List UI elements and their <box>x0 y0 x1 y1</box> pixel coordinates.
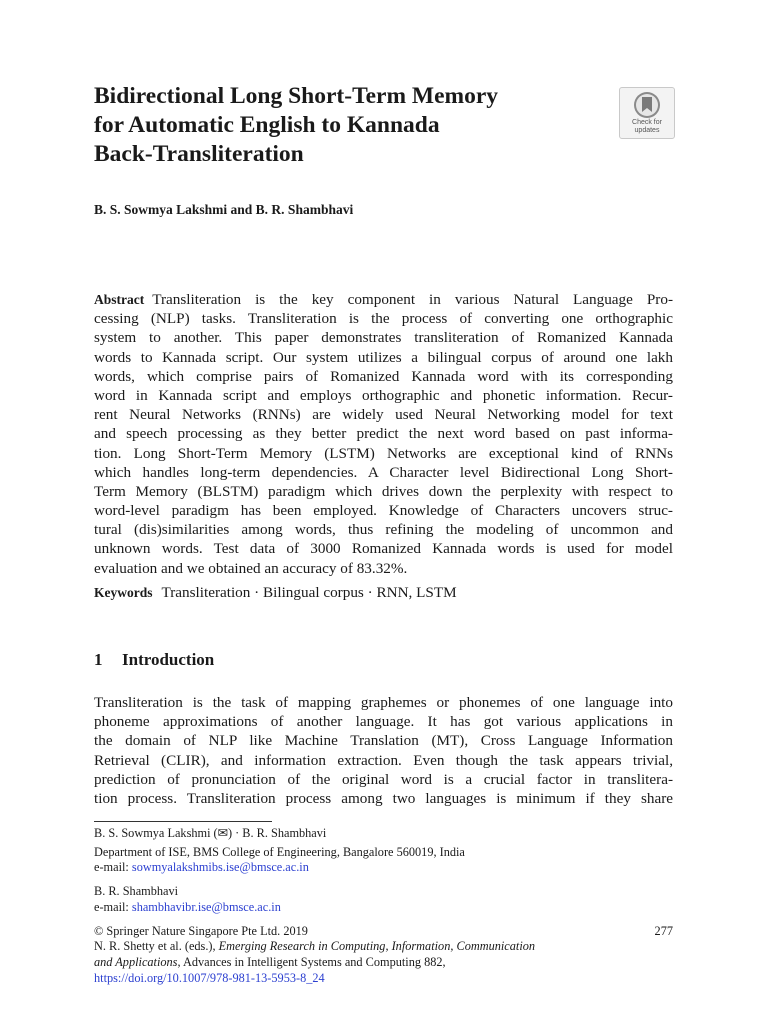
abstract-line: evaluation and we obtained an accuracy of 83.32%. <box>94 559 408 577</box>
footnote-email-1 <box>94 860 309 876</box>
section-heading <box>94 650 214 670</box>
bookmark-icon <box>632 91 662 119</box>
section-title: Introduction <box>122 650 215 669</box>
section-number: 1 <box>94 650 103 669</box>
keywords-text: Transliteration · Bilingual corpus · RNN, LSTM <box>161 584 457 601</box>
abstract-line: cessing (NLP) tasks. Transliteration is the process of converting one orthographic <box>94 310 673 328</box>
footnote-email-2 <box>94 900 281 916</box>
badge-text-1: Check for <box>632 119 662 126</box>
abstract-line: and speech processing as they better predict the next word based on past informa- <box>94 425 673 443</box>
book-title: Emerging Research in Computing, Information, Communication <box>218 939 536 953</box>
abstract-line: tural (dis)similarities among words, thus refining the modeling of uncommon and <box>94 521 673 539</box>
introduction-body <box>94 693 673 808</box>
book-title-continued: and Applications <box>94 955 178 969</box>
abstract <box>94 290 673 578</box>
email-link-1[interactable]: sowmyalakshmibs.ise@bmsce.ac.in <box>131 860 309 874</box>
intro-line: tion process. Transliteration process among two languages is minimum if they share <box>94 789 673 807</box>
footnote-authors: B. S. Sowmya Lakshmi (✉) · B. R. Shambhavi <box>94 826 327 840</box>
email-link-2[interactable]: shambhavibr.ise@bmsce.ac.in <box>131 900 281 914</box>
abstract-line <box>94 290 673 309</box>
doi-line <box>94 971 325 987</box>
intro-line: prediction of pronunciation of the original word is a crucial factor in translitera- <box>94 770 673 788</box>
abstract-line: system to another. This paper demonstrates transliteration of Romanized Kannada <box>94 329 673 347</box>
abstract-line: words, which comprise pairs of Romanized Kannada word with its corresponding <box>94 367 673 385</box>
footnote-rule <box>94 821 272 822</box>
copyright-line: © Springer Nature Singapore Pte Ltd. 2019 <box>94 924 308 938</box>
abstract-text: Transliteration is the key component in various Natural Language Pro- <box>152 291 673 308</box>
series: , Advances in Intelligent Systems and Computing 882, <box>177 955 446 969</box>
abstract-label: Abstract <box>94 292 145 307</box>
intro-line: the domain of NLP like Machine Translation (MT), Cross Language Information <box>94 732 673 750</box>
keywords <box>94 584 457 602</box>
intro-line: phoneme approximations of another language. It has got various applications in <box>94 713 673 731</box>
abstract-line: word in Kannada script and employs orthographic and phonetic information. Recur- <box>94 386 673 404</box>
editors: N. R. Shetty et al. (eds.), <box>94 939 219 953</box>
page-number: 277 <box>654 924 673 938</box>
email-label: e-mail: <box>94 860 132 874</box>
abstract-line: word-level paradigm has been employed. Knowledge of Characters uncovers struc- <box>94 502 673 520</box>
check-for-updates-badge[interactable] <box>619 87 675 139</box>
abstract-line: rent Neural Networks (RNNs) are widely used Neural Networking model for text <box>94 406 673 424</box>
abstract-line: tion. Long Short-Term Memory (LSTM) Networks are exceptional kind of RNNs <box>94 444 673 462</box>
title-line: for Automatic English to Kannada <box>94 112 440 138</box>
citation-line-2 <box>94 955 446 971</box>
abstract-line: which handles long-term dependencies. A Character level Bidirectional Long Short- <box>94 463 673 481</box>
intro-line: Retrieval (CLIR), and information extraction. Even though the task appears trivial, <box>94 751 673 769</box>
keywords-label: Keywords <box>94 585 153 600</box>
title-line: Bidirectional Long Short-Term Memory <box>94 83 499 109</box>
citation-line-1 <box>94 939 535 955</box>
intro-line: Transliteration is the task of mapping graphemes or phonemes of one language into <box>94 694 673 711</box>
footnote-author-2: B. R. Shambhavi <box>94 884 179 898</box>
abstract-line: Term Memory (BLSTM) paradigm which drives down the perplexity with respect to <box>94 482 673 500</box>
author-list: B. S. Sowmya Lakshmi and B. R. Shambhavi <box>94 202 354 217</box>
email-label: e-mail: <box>94 900 132 914</box>
paper-title <box>94 82 594 169</box>
title-line: Back-Transliteration <box>94 141 304 167</box>
abstract-line: unknown words. Test data of 3000 Romanized Kannada words is used for model <box>94 540 673 558</box>
footnote-affiliation: Department of ISE, BMS College of Engineering, Bangalore 560019, India <box>94 845 465 859</box>
abstract-line: words to Kannada script. Our system utilizes a bilingual corpus of around one lakh <box>94 348 673 366</box>
badge-text-2: updates <box>634 126 660 134</box>
doi-link[interactable]: https://doi.org/10.1007/978-981-13-5953-8_24 <box>94 971 325 985</box>
